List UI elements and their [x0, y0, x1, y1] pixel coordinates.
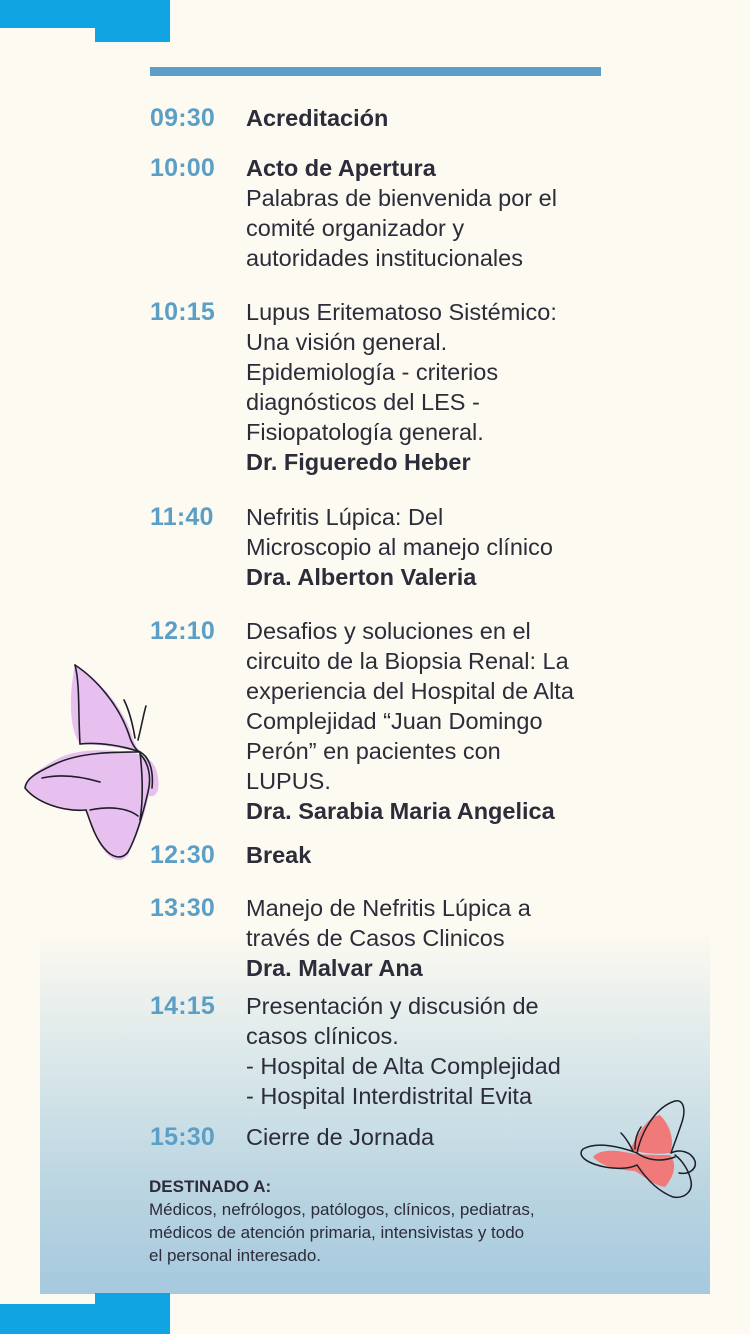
agenda-text	[246, 1122, 616, 1152]
agenda-line: Una visión general.	[246, 329, 448, 355]
agenda-line: Palabras de bienvenida por el	[246, 185, 557, 211]
butterfly-red-icon	[575, 1095, 700, 1200]
agenda-line: Desafios y soluciones en el	[246, 618, 531, 644]
agenda-text	[246, 991, 616, 1111]
butterfly-purple-icon	[20, 660, 165, 865]
agenda-line: Fisiopatología general.	[246, 419, 484, 445]
time-label: 10:15	[150, 298, 215, 326]
audience-line: médicos de atención primaria, intensivistas y todo	[149, 1223, 525, 1242]
agenda-line: Nefritis Lúpica: Del	[246, 504, 444, 530]
agenda-text	[246, 840, 616, 870]
time-label: 12:30	[150, 841, 215, 869]
speaker-name: Dr. Figueredo Heber	[246, 449, 471, 475]
agenda-title: Acto de Apertura	[246, 155, 436, 181]
audience-title: DESTINADO A:	[149, 1177, 272, 1196]
audience-line: Médicos, nefrólogos, patólogos, clínicos, pediatras,	[149, 1200, 535, 1219]
agenda-line: Manejo de Nefritis Lúpica a	[246, 895, 531, 921]
time-label: 09:30	[150, 104, 215, 132]
agenda-line: LUPUS.	[246, 768, 331, 794]
audience-line: el personal interesado.	[149, 1246, 322, 1265]
agenda-line: - Hospital Interdistrital Evita	[246, 1083, 533, 1109]
agenda-line: autoridades institucionales	[246, 245, 523, 271]
time-label: 10:00	[150, 154, 215, 182]
agenda-text	[246, 893, 616, 983]
agenda-text	[246, 502, 616, 592]
agenda-text	[246, 297, 616, 477]
corner-accent-top	[0, 0, 170, 28]
audience-section	[149, 1175, 619, 1267]
speaker-name: Dra. Malvar Ana	[246, 955, 423, 981]
agenda-line: Complejidad “Juan Domingo	[246, 708, 543, 734]
agenda-line: través de Casos Clinicos	[246, 925, 505, 951]
speaker-name: Dra. Sarabia Maria Angelica	[246, 798, 555, 824]
corner-accent-top-step	[95, 28, 170, 42]
agenda-line: Lupus Eritematoso Sistémico:	[246, 299, 557, 325]
time-label: 11:40	[150, 503, 214, 531]
agenda-title: Break	[246, 842, 312, 868]
agenda-line: comité organizador y	[246, 215, 465, 241]
agenda-line: Perón” en pacientes con	[246, 738, 501, 764]
agenda-title: Acreditación	[246, 105, 389, 131]
agenda-text	[246, 616, 616, 826]
time-label: 12:10	[150, 617, 215, 645]
time-label: 13:30	[150, 894, 215, 922]
corner-accent-bottom-step	[95, 1293, 170, 1305]
corner-accent-bottom	[0, 1304, 170, 1334]
agenda-line: - Hospital de Alta Complejidad	[246, 1053, 561, 1079]
speaker-name: Dra. Alberton Valeria	[246, 564, 477, 590]
top-divider	[150, 67, 601, 76]
time-label: 15:30	[150, 1123, 215, 1151]
agenda-line: Epidemiología - criterios	[246, 359, 499, 385]
agenda-line: Cierre de Jornada	[246, 1124, 435, 1150]
agenda-line: experiencia del Hospital de Alta	[246, 678, 574, 704]
agenda-line: Microscopio al manejo clínico	[246, 534, 553, 560]
agenda-line: circuito de la Biopsia Renal: La	[246, 648, 569, 674]
agenda-line: casos clínicos.	[246, 1023, 399, 1049]
agenda-line: diagnósticos del LES -	[246, 389, 480, 415]
agenda-text	[246, 103, 616, 133]
agenda-line: Presentación y discusión de	[246, 993, 539, 1019]
agenda-text	[246, 153, 616, 273]
time-label: 14:15	[150, 992, 215, 1020]
